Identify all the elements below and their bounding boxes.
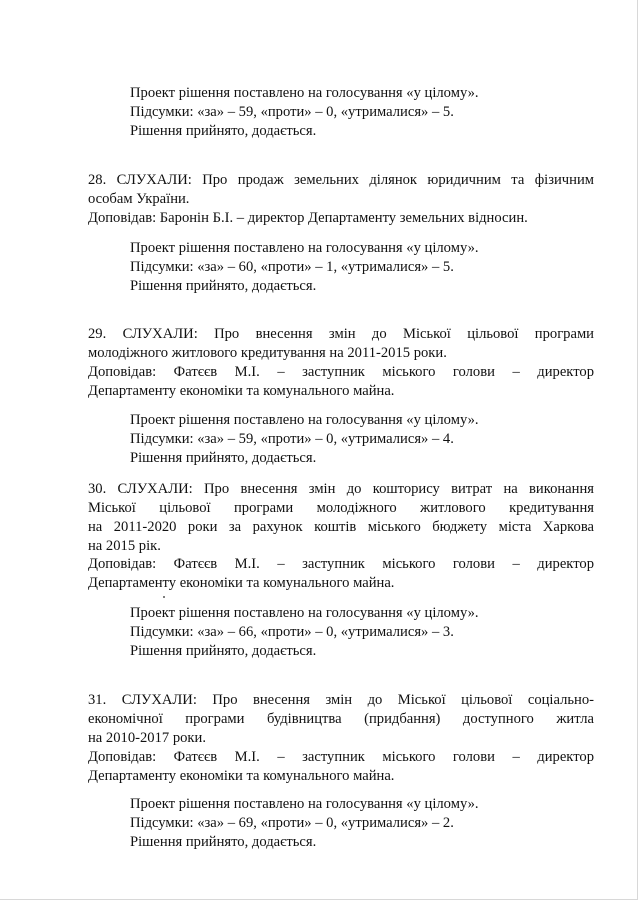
- vote-statement: Проект рішення поставлено на голосування «у цілому».: [130, 796, 479, 812]
- speaker-line: Доповідав: Баронін Б.І. – директор Департаменту земельних відносин.: [88, 210, 528, 226]
- agenda-item-heading-cont: на 2015 рік.: [88, 538, 161, 554]
- agenda-item-heading-cont: економічної програми будівництва (придбання) доступного житла: [88, 711, 594, 727]
- agenda-item-heading: 31. СЛУХАЛИ: Про внесення змін до Міської цільової соціально-: [88, 692, 594, 708]
- agenda-item-heading: 29. СЛУХАЛИ: Про внесення змін до Міської цільової програми: [88, 326, 594, 342]
- vote-statement: Проект рішення поставлено на голосування «у цілому».: [130, 240, 479, 256]
- speaker-line: Доповідав: Фатєєв М.І. – заступник міського голови – директор: [88, 556, 594, 572]
- agenda-item-heading-cont: особам України.: [88, 191, 190, 207]
- speaker-line: Доповідав: Фатєєв М.І. – заступник міського голови – директор: [88, 749, 594, 765]
- agenda-item-heading-cont: на 2010-2017 роки.: [88, 730, 206, 746]
- decision-text: Рішення прийнято, додається.: [130, 643, 317, 659]
- vote-results: Підсумки: «за» – 69, «проти» – 0, «утрималися» – 2.: [130, 815, 454, 831]
- agenda-item-heading-cont: молодіжного житлового кредитування на 2011-2015 роки.: [88, 345, 447, 361]
- decision-text: Рішення прийнято, додається.: [130, 834, 317, 850]
- speaker-line-cont: Департаменту економіки та комунального майна.: [88, 575, 395, 591]
- vote-statement: Проект рішення поставлено на голосування «у цілому».: [130, 85, 479, 101]
- agenda-item-heading: 28. СЛУХАЛИ: Про продаж земельних ділянок юридичним та фізичним: [88, 172, 594, 188]
- stray-mark: [163, 596, 165, 598]
- decision-text: Рішення прийнято, додається.: [130, 450, 317, 466]
- vote-statement: Проект рішення поставлено на голосування «у цілому».: [130, 412, 479, 428]
- vote-results: Підсумки: «за» – 60, «проти» – 1, «утрималися» – 5.: [130, 259, 454, 275]
- agenda-item-heading-cont: на 2011-2020 роки за рахунок коштів міського бюджету міста Харкова: [88, 519, 594, 535]
- speaker-line-cont: Департаменту економіки та комунального майна.: [88, 768, 395, 784]
- decision-text: Рішення прийнято, додається.: [130, 278, 317, 294]
- decision-text: Рішення прийнято, додається.: [130, 123, 317, 139]
- vote-results: Підсумки: «за» – 66, «проти» – 0, «утрималися» – 3.: [130, 624, 454, 640]
- agenda-item-heading-cont: Міської цільової програми молодіжного житлового кредитування: [88, 500, 594, 516]
- vote-results: Підсумки: «за» – 59, «проти» – 0, «утрималися» – 5.: [130, 104, 454, 120]
- agenda-item-heading: 30. СЛУХАЛИ: Про внесення змін до кошторису витрат на виконання: [88, 481, 594, 497]
- speaker-line: Доповідав: Фатєєв М.І. – заступник міського голови – директор: [88, 364, 594, 380]
- speaker-line-cont: Департаменту економіки та комунального майна.: [88, 383, 395, 399]
- vote-results: Підсумки: «за» – 59, «проти» – 0, «утрималися» – 4.: [130, 431, 454, 447]
- vote-statement: Проект рішення поставлено на голосування «у цілому».: [130, 605, 479, 621]
